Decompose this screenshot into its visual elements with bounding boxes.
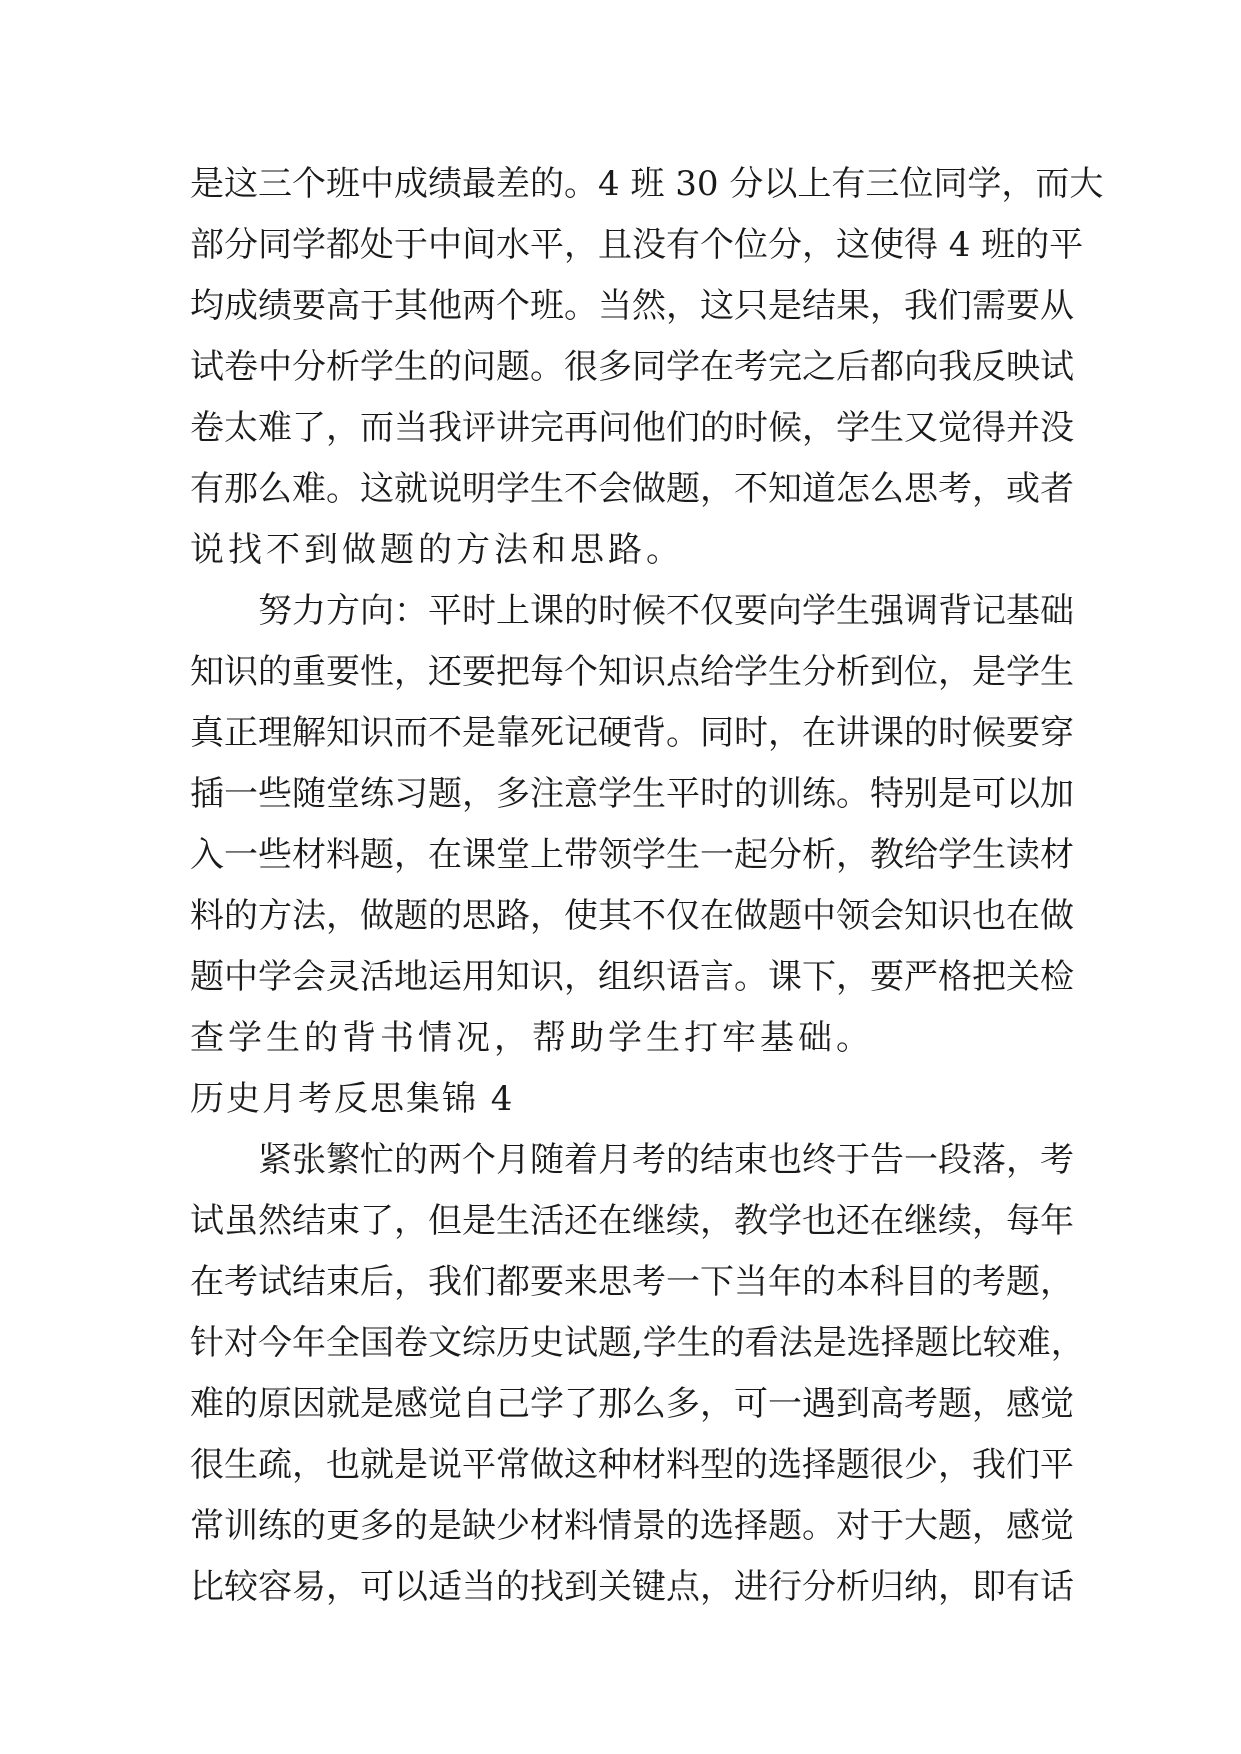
paragraph-2-line-3: 真正理解知识而不是靠死记硬背。同时，在讲课的时候要穿 [190,713,1074,753]
paragraph-3-line-3: 在考试结束后，我们都要来思考一下当年的本科目的考题， [190,1262,1074,1302]
paragraph-3-line-7: 常训练的更多的是缺少材料情景的选择题。对于大题，感觉 [190,1506,1074,1546]
paragraph-1-line-1: 是这三个班中成绩最差的。4 班 30 分以上有三位同学，而大 [190,164,1104,204]
paragraph-2-line-6: 料的方法，做题的思路，使其不仅在做题中领会知识也在做 [190,896,1074,936]
paragraph-2-line-2: 知识的重要性，还要把每个知识点给学生分析到位，是学生 [190,652,1074,692]
document-body [190,154,1104,1618]
paragraph-1-line-5: 卷太难了，而当我评讲完再问他们的时候，学生又觉得并没 [190,408,1074,448]
paragraph-2-line-8: 查学生的背书情况，帮助学生打牢基础。 [190,1018,874,1058]
section-heading: 历史月考反思集锦 4 [190,1079,515,1119]
paragraph-1-line-3: 均成绩要高于其他两个班。当然，这只是结果，我们需要从 [190,286,1074,326]
paragraph-1-line-6: 有那么难。这就说明学生不会做题，不知道怎么思考，或者 [190,469,1074,509]
paragraph-3-line-2: 试虽然结束了，但是生活还在继续，教学也还在继续，每年 [190,1201,1074,1241]
paragraph-1-line-2: 部分同学都处于中间水平，且没有个位分，这使得 4 班的平 [190,225,1084,265]
paragraph-2-line-7: 题中学会灵活地运用知识，组织语言。课下，要严格把关检 [190,957,1074,997]
paragraph-2-line-5: 入一些材料题，在课堂上带领学生一起分析，教给学生读材 [190,835,1074,875]
paragraph-2-line-4: 插一些随堂练习题，多注意学生平时的训练。特别是可以加 [190,774,1074,814]
paragraph-3-line-4: 针对今年全国卷文综历史试题,学生的看法是选择题比较难， [190,1323,1085,1363]
paragraph-3-line-1: 紧张繁忙的两个月随着月考的结束也终于告一段落，考 [258,1140,1074,1180]
paragraph-3-line-6: 很生疏，也就是说平常做这种材料型的选择题很少，我们平 [190,1445,1074,1485]
paragraph-2-line-1: 努力方向：平时上课的时候不仅要向学生强调背记基础 [258,591,1074,631]
paragraph-3-line-5: 难的原因就是感觉自己学了那么多，可一遇到高考题，感觉 [190,1384,1074,1424]
paragraph-1-line-4: 试卷中分析学生的问题。很多同学在考完之后都向我反映试 [190,347,1074,387]
paragraph-3-line-8: 比较容易，可以适当的找到关键点，进行分析归纳，即有话 [190,1567,1074,1607]
paragraph-1-line-7: 说找不到做题的方法和思路。 [190,530,684,570]
